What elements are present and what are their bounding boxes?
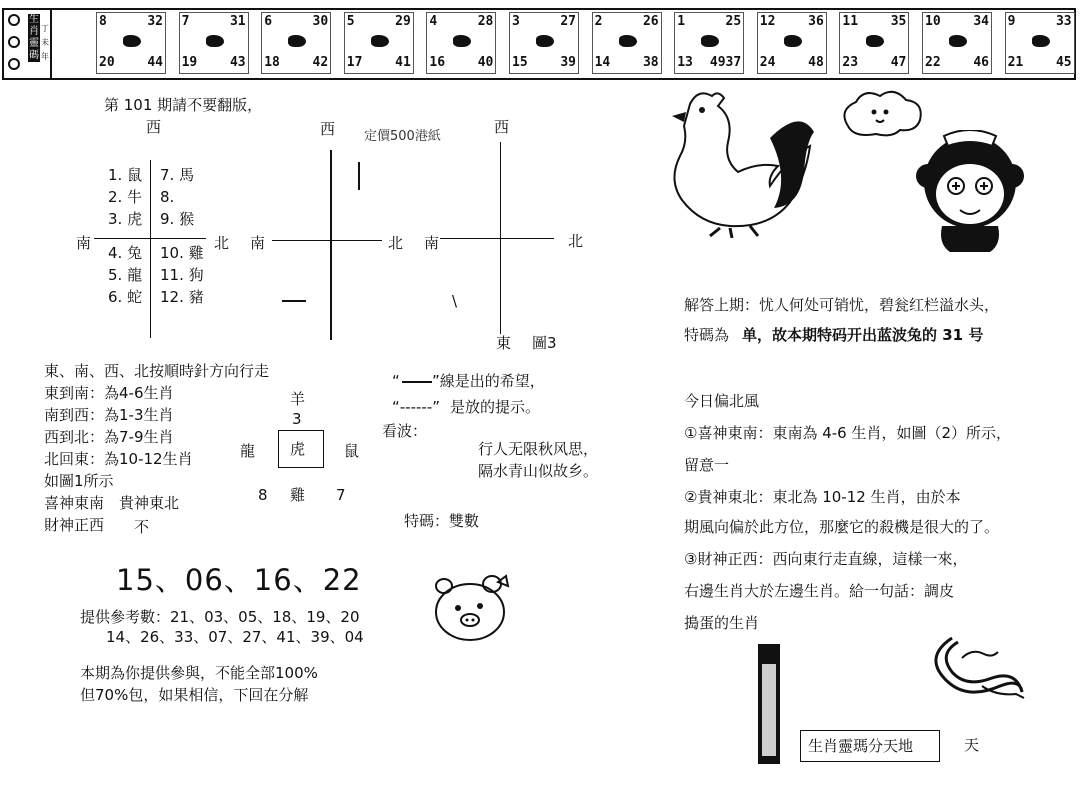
strip-number: 8 [99,14,107,29]
ring-icon [8,14,20,26]
today-p1b: 留意一 [684,456,730,474]
strip-number: 35 [890,14,907,29]
strip-cell [674,12,744,74]
strip-number: 2 [594,14,603,29]
monkey-illustration [912,130,1038,258]
box-bottom: 雞 [290,486,306,504]
strip-number: 22 [925,55,941,70]
strip-number: 3 [512,14,520,29]
strip-cell [509,12,579,74]
strip-number: 6 [264,14,273,29]
zodiac-list-item: 12. 豬 [160,288,204,306]
gods-line-1: 喜神東南 貴神東北 [44,494,180,512]
strip-number: 39 [560,55,576,70]
compass3-slash: \ [452,292,458,310]
strip-number: 11 [842,14,859,29]
zodiac-icon [1032,35,1050,47]
footer-tail: 天 [964,736,980,754]
reference-numbers: 提供參考數：21、03、05、18、19、20 [80,608,360,626]
strip-cell [344,12,414,74]
strip-number: 43 [229,55,246,70]
strip-number: 26 [642,14,659,29]
strip-number: 23 [842,55,859,70]
strip-cell [426,12,496,74]
strip-number: 25 [725,14,742,29]
strip-number: 27 [560,14,576,29]
zodiac-icon [701,35,719,47]
piglet-illustration [430,572,518,644]
legend-solid-line [402,381,432,383]
today-p3: ③財神正西：西向東行走直線，這樣一來， [684,550,968,568]
black-bar-inner [762,664,776,756]
strip-number: 19 [181,55,198,70]
rule-line: 東到南：為4-6生肖 [44,384,174,402]
rule-line: 北回東：為10-12生肖 [44,450,193,468]
compass1-horizontal-line [94,238,206,239]
compass2-stub [358,162,360,190]
reference-numbers-2: 14、26、33、07、27、41、39、04 [106,628,364,646]
box-top-num: 3 [292,410,302,428]
strip-number: 48 [808,55,824,70]
strip-cell [1005,12,1075,74]
strip-number: 9 [1007,14,1016,29]
answer-line-1: 解答上期：忧人何处可销忧，碧瓮红栏溢水头， [684,296,1000,314]
zodiac-list-item: 11. 狗 [160,266,204,284]
box-left: 龍 [240,442,256,460]
strip-number: 40 [477,55,494,70]
today-p2: ②貴神東北：東北為 10-12 生肖，由於本 [684,488,961,506]
strip-number: 18 [264,55,280,70]
strip-number: 10 [925,14,941,29]
tema: 特碼：雙數 [404,512,480,530]
strip-number: 5 [346,14,355,29]
strip-number: 24 [759,55,776,70]
box-bottom-left: 8 [258,486,268,504]
strip-number: 28 [477,14,494,29]
kanbo-label: 看波： [382,422,428,440]
strip-number: 16 [429,55,446,70]
ring-icon [8,58,20,70]
compass2-west: 西 [320,120,336,138]
zodiac-list-item: 7. 馬 [160,166,195,184]
zodiac-icon [619,35,637,47]
box-center: 虎 [290,440,306,458]
box-top: 羊 [290,390,306,408]
zodiac-list-item: 2. 牛 [108,188,143,206]
compass3-south: 南 [424,234,440,252]
today-p2b: 期風向偏於此方位，那麼它的殺機是很大的了。 [684,518,1000,536]
header-note: 第 101 期請不要翻版， [104,96,263,114]
today-title: 今日偏北風 [684,392,760,410]
compass1-west: 西 [146,118,162,136]
compass1-vertical-line [150,160,151,338]
strip-number: 38 [642,55,659,70]
strip-number: 29 [395,14,411,29]
strip-number: 4937 [709,55,742,70]
legend-line-2: 是放的提示。 [450,398,541,416]
zodiac-list-item: 3. 虎 [108,210,143,228]
compass2-north: 北 [388,234,404,252]
main-numbers: 15、06、16、22 [116,563,362,597]
strip-number: 41 [395,55,411,70]
strip-number: 32 [147,14,163,29]
strip-number: 12 [759,14,776,29]
answer-line-2-label: 特碼為 [684,326,730,344]
zodiac-icon [536,35,554,47]
strip-number: 7 [181,14,190,29]
zodiac-icon [123,35,141,47]
strip-number: 34 [973,14,989,29]
rules-intro: 東、南、西、北按順時針方向行走 [44,362,270,380]
strip-cell [839,12,909,74]
strip-number: 33 [1055,14,1072,29]
strip-number: 20 [99,55,115,70]
strip-number: 36 [808,14,824,29]
zodiac-list-item: 8. [160,188,175,206]
strip-cell [179,12,249,74]
ring-icon [8,36,20,48]
compass2-south: 南 [250,234,266,252]
gods-line-2: 財神正西 [44,516,105,534]
strip-number: 1 [677,14,686,29]
kanbo-poem-2: 隔水青山似故乡。 [478,462,599,480]
today-p1: ①喜神東南：東南為 4-6 生肖，如圖（2）所示， [684,424,1012,442]
legend-line-1-open: “ [392,372,400,390]
zodiac-list-item: 4. 兔 [108,244,143,262]
rule-line: 西到北：為7-9生肖 [44,428,174,446]
strip-cell [96,12,166,74]
compass3-north: 北 [568,232,584,250]
strip-number: 14 [594,55,611,70]
strip-header [2,8,52,80]
zodiac-icon [453,35,471,47]
zodiac-icon [288,35,306,47]
rule-line: 南到西：為1-3生肖 [44,406,174,424]
compass3-horizontal-line [440,238,554,239]
today-p3c: 搗蛋的生肖 [684,614,760,632]
compass3-east: 東 [496,334,512,352]
compass1-north: 北 [214,234,230,252]
gods-line-2-tail: 不 [134,518,150,536]
strip-number: 47 [890,55,907,70]
zodiac-icon [206,35,224,47]
zodiac-icon [949,35,967,47]
rule-line: 如圖1所示 [44,472,114,490]
zodiac-icon [866,35,884,47]
compass3-label: 圖3 [532,334,557,352]
zodiac-list-item: 5. 龍 [108,266,143,284]
strip-cell [757,12,827,74]
compass2-vertical-line [330,150,332,340]
strip-cell [261,12,331,74]
zodiac-list-item: 10. 雞 [160,244,204,262]
compass3-west: 西 [494,118,510,136]
disclaimer-1: 本期為你提供參與，不能全部100% [80,664,318,682]
strip-number: 42 [312,55,329,70]
compass2-dash [282,300,306,302]
strip-number: 44 [147,55,163,70]
strip-number: 13 [677,55,693,70]
zodiac-list-item: 6. 蛇 [108,288,143,306]
strip-cell [592,12,662,74]
legend-line-2-dash: “------” [392,398,441,416]
rooster-illustration [660,82,820,238]
zodiac-list-item: 1. 鼠 [108,166,143,184]
compass2-horizontal-line [272,240,382,241]
compass1-south: 南 [76,234,92,252]
strip-title: 生肖靈碼 [29,14,39,61]
box-bottom-right: 7 [336,486,346,504]
strip-number: 45 [1055,55,1072,70]
zodiac-list-item: 9. 猴 [160,210,195,228]
strip-year: 丁未年 [41,24,49,61]
answer-line-2: 单，故本期特码开出蓝波兔的 31 号 [742,326,984,344]
footer-boxed-text: 生肖靈瑪分天地 [808,737,914,755]
zodiac-icon [784,35,802,47]
strip-number: 17 [346,55,363,70]
zodiac-icon [371,35,389,47]
strip-number: 46 [973,55,989,70]
kanbo-poem-1: 行人无限秋风思， [478,440,599,458]
today-p3b: 右邊生肖大於左邊生肖。給一句話：調皮 [684,582,955,600]
strip-number: 30 [312,14,329,29]
dragon-illustration [922,628,1032,708]
strip-number: 21 [1007,55,1024,70]
disclaimer-2: 但70%包，如果相信，下回在分解 [80,686,309,704]
strip-number: 31 [229,14,246,29]
strip-number: 15 [512,55,528,70]
box-right: 鼠 [344,442,360,460]
legend-line-1: ”線是出的希望， [432,372,545,390]
strip-number: 4 [429,14,438,29]
strip-cell [922,12,992,74]
compass2-price: 定價500港紙 [364,129,441,144]
